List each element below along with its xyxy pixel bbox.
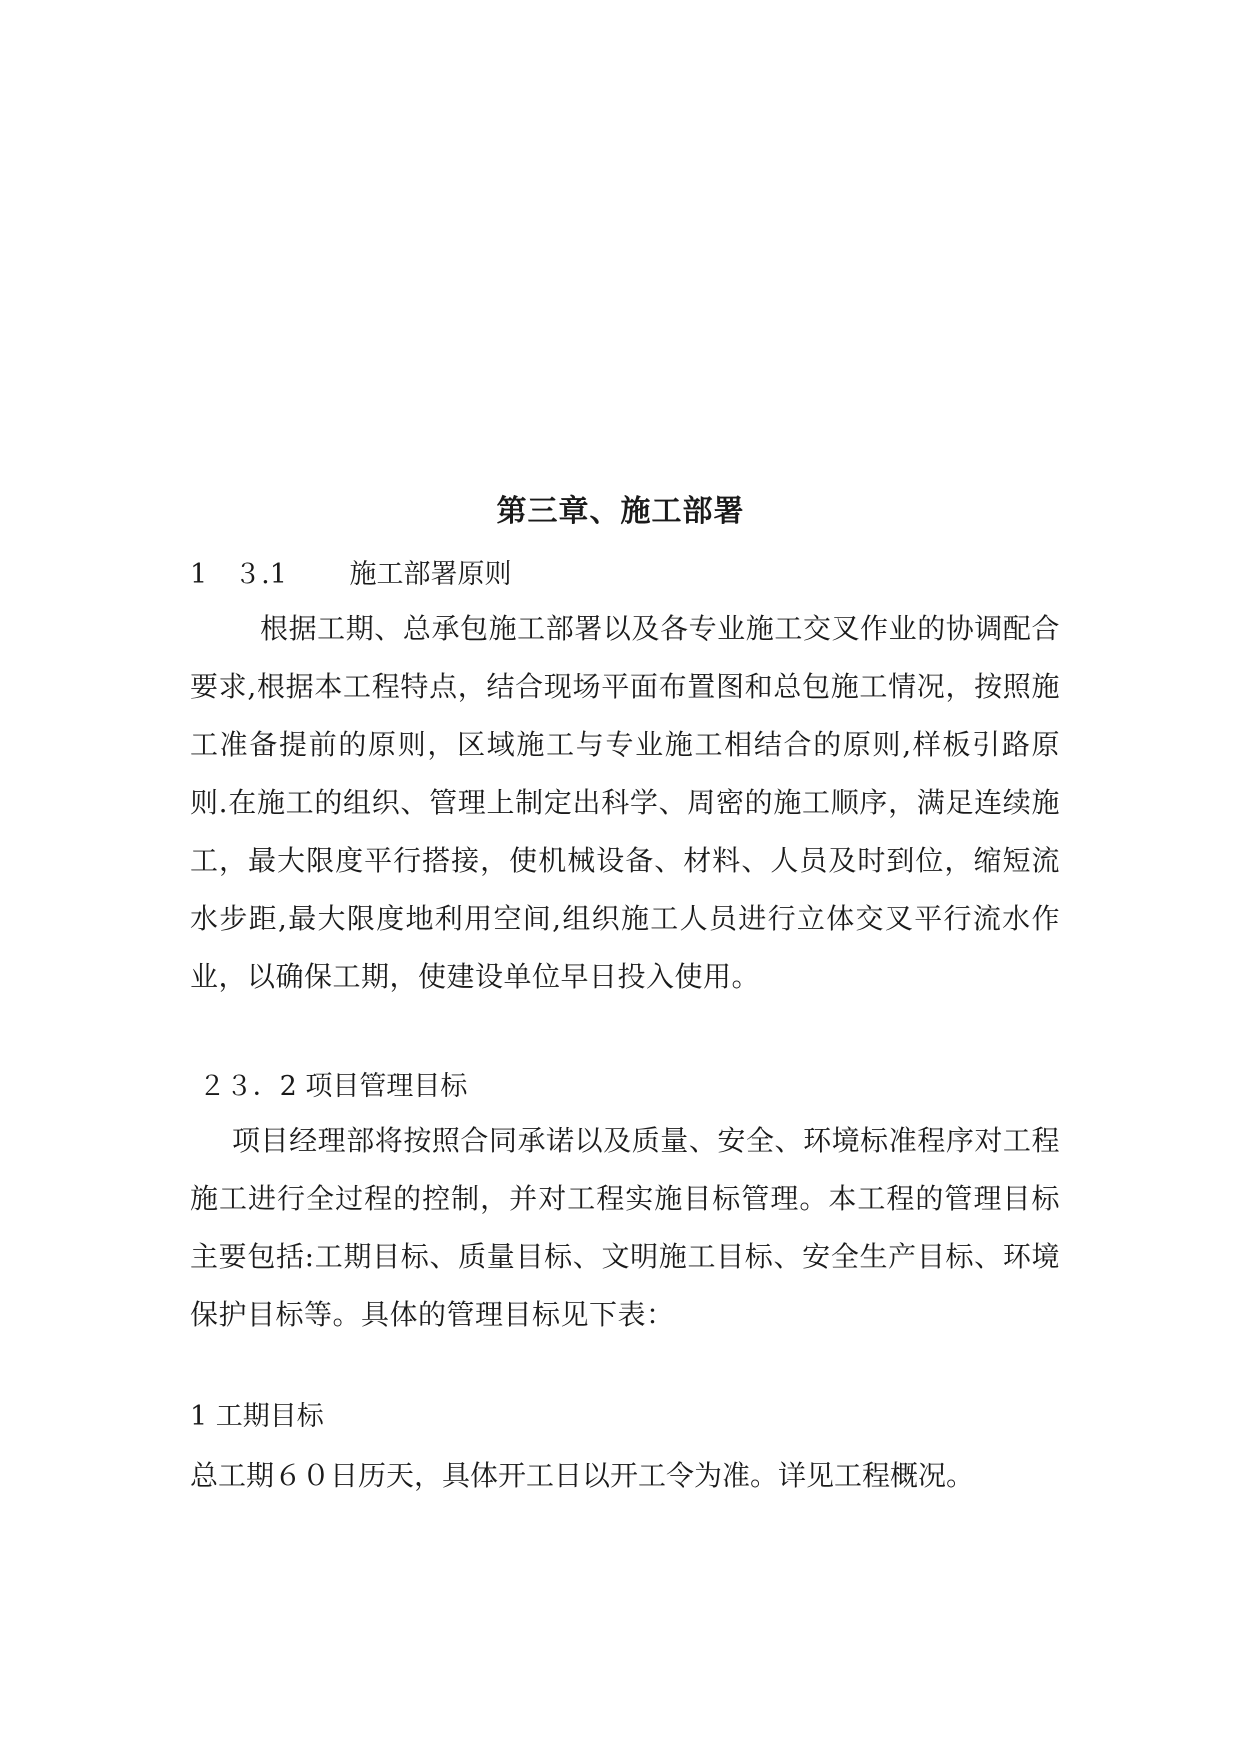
chapter-title: 第三章、施工部署 bbox=[496, 494, 745, 529]
section-heading-3-1: 1 ３.1 施工部署原则 bbox=[190, 559, 512, 590]
section-3-1-paragraph: 根据工期、总承包施工部署以及各专业施工交叉作业的协调配合要求,根据本工程特点，结合现场平面布置图和总包施工情况，按照施工准备提前的原则，区域施工与专业施工相结合的原则,样板引路原则.在施工的组织、管理上制定出科学、周密的施工顺序，满足连续施工，最大限度平行搭接，使机械设备、材料、人员及时到位，缩短流水步距,最大限度地利用空间,组织施工人员进行立体交叉平行流水作业，以确保工期，使建设单位早日投入使用。 bbox=[190, 612, 1060, 993]
section-3-2-paragraph: 项目经理部将按照合同承诺以及质量、安全、环境标准程序对工程施工进行全过程的控制，并对工程实施目标管理。本工程的管理目标主要包括:工期目标、质量目标、文明施工目标、安全生产目标、环境保护目标等。具体的管理目标见下表： bbox=[190, 1124, 1060, 1331]
schedule-goal-text: 总工期６０日历天，具体开工日以开工令为准。详见工程概况。 bbox=[190, 1459, 975, 1492]
subsection-heading-schedule-goal: 1 工期目标 bbox=[190, 1401, 324, 1432]
section-heading-3-2: ２３．2 项目管理目标 bbox=[190, 1071, 468, 1102]
